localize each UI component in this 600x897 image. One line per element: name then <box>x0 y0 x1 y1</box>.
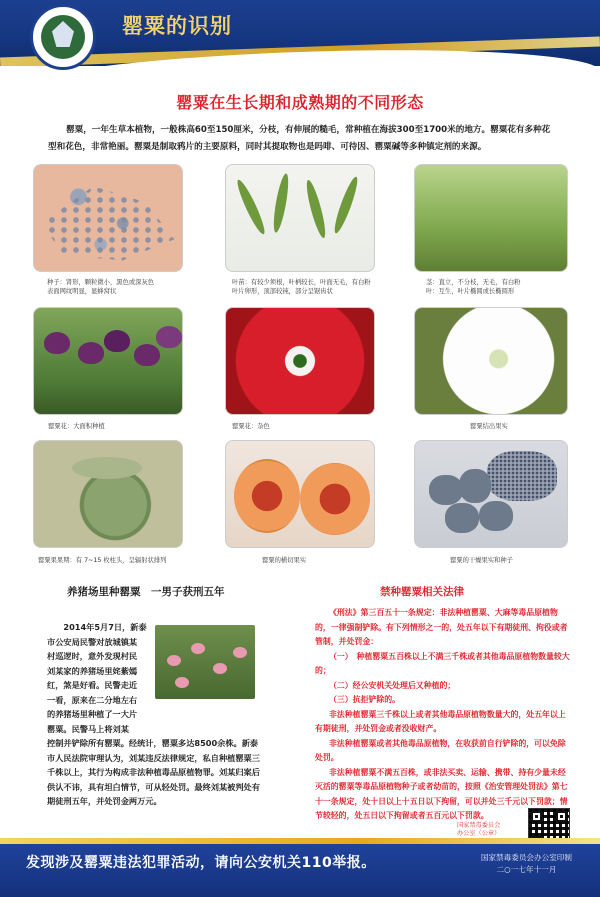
photo-red-poppy <box>225 307 375 415</box>
law-p3: 非法种植罂粟或者其他毒品原植物，在收获前自行铲除的，可以免除处罚。 <box>315 738 566 762</box>
caption-dried-capsules: 罂粟的干燥果实和种子 <box>450 557 513 564</box>
photo-poppy-capsule <box>33 440 183 548</box>
law-p1: 《刑法》第三百五十一条规定：非法种植罂粟、大麻等毒品原植物的，一律强制铲除。有下列情形之一的，处五年以下有期徒刑、拘役或者管制，并处罚金： <box>315 608 568 646</box>
footer-banner <box>0 838 600 897</box>
law-title: 禁种罂粟相关法律 <box>380 586 464 598</box>
law-item-1: （一） 种植罂粟五百株以上不满三千株或者其他毒品原植物数量较大的； <box>315 651 570 675</box>
law-p2: 非法种植罂粟三千株以上或者其他毒品原植物数量大的，处五年以上有期徒刑，并处罚金或者没收财产。 <box>315 709 566 733</box>
caption-cross-section: 罂粟的横切果实 <box>262 557 307 564</box>
page-title: 罂粟的识别 <box>122 14 232 38</box>
photo-pig-farm-poppies <box>155 625 255 699</box>
law-item-3: （三）抗拒铲除的。 <box>329 695 401 704</box>
caption-white-poppy: 罂粟结出果实 <box>470 423 508 430</box>
report-slogan: 发现涉及罂粟违法犯罪活动，请向公安机关110举报。 <box>26 855 376 871</box>
caption-poppy-field: 罂粟花：大面积种植 <box>48 423 105 430</box>
photo-cross-section <box>225 440 375 548</box>
law-item-2: （二）经公安机关处理后又种植的； <box>329 680 456 690</box>
caption-seeds: 种子：肾形，颗粒微小，黑色或深灰色 表面网纹明显，显蜂窝状 <box>47 279 155 295</box>
story-text-full: 控制并铲除所有罂粟。经统计，罂粟多达8500余株。新泰市人民法院审理认为，刘某违反法律规定，私自种植罂粟三千株以上，其行为构成非法种植毒品原植物罪。刘某归案后供认不讳，具有坦白情节，可从轻处罚。最终刘某被判处有期徒刑五年，并处罚金两万元。 <box>47 738 260 806</box>
photo-poppy-field <box>33 307 183 415</box>
photo-white-poppy <box>414 307 568 415</box>
photo-seeds <box>33 164 183 272</box>
official-stamp: 国家禁毒委员会 办公室（公章） <box>457 822 501 837</box>
caption-poppy-capsule: 罂粟果果期：有 7~15 枚柱头，呈辐射状排列 <box>38 557 167 564</box>
law-p4: 非法种植罂粟不满五百株，或非法买卖、运输、携带、持有少量未经灭活的罂粟等毒品原植物种子或者幼苗的，按照《治安管理处罚法》第七十一条规定，处十日以上十五日以下拘留，可以并处三千元以下罚款；情节较轻的，处五日以下拘留或者五百元以下罚款。 <box>315 767 568 820</box>
caption-seedlings: 叶苗：有较少须根，叶柄较长，叶面无毛，有白粉 叶片卵形，顶部较钝，部分呈锯齿状 <box>232 279 371 295</box>
caption-red-poppy: 罂粟花：杂色 <box>232 423 270 430</box>
photo-stems <box>414 164 568 272</box>
photo-dried-capsules <box>414 440 568 548</box>
story-title: 养猪场里种罂粟 一男子获刑五年 <box>67 586 225 598</box>
printer-info: 国家禁毒委员会办公室印制 二○一七年十一月 <box>480 853 572 874</box>
photo-seedlings <box>225 164 375 272</box>
section-subtitle: 罂粟在生长期和成熟期的不同形态 <box>176 93 424 112</box>
law-text <box>315 606 571 824</box>
intro-paragraph: 罂粟，一年生草本植物，一般株高60至150厘米，分枝，有伸展的糙毛，常种植在海拔300至1700米的地方。罂粟花有多种花型和花色，非常艳丽。罂粟是制取鸦片的主要原料，同时其提取物也是吗啡、可待因、罂粟碱等多种镇定剂的来源。 <box>48 125 551 152</box>
caption-stems: 茎：直立，不分枝，无毛，有白粉 叶：互生，叶片椭圆或长椭圆形 <box>426 279 521 295</box>
narcotics-commission-emblem <box>30 4 96 70</box>
story-text-wrapped: 2014年5月7日，新泰 市公安局民警对放城镇某 村巡逻时，意外发现村民 刘某家的养猪场里姹紫嫣 红，煞是好看。民警走近 一看，原来在二分地左右 的养猪场里种植了一大片 罂粟。民警马上将刘某 <box>47 622 147 734</box>
